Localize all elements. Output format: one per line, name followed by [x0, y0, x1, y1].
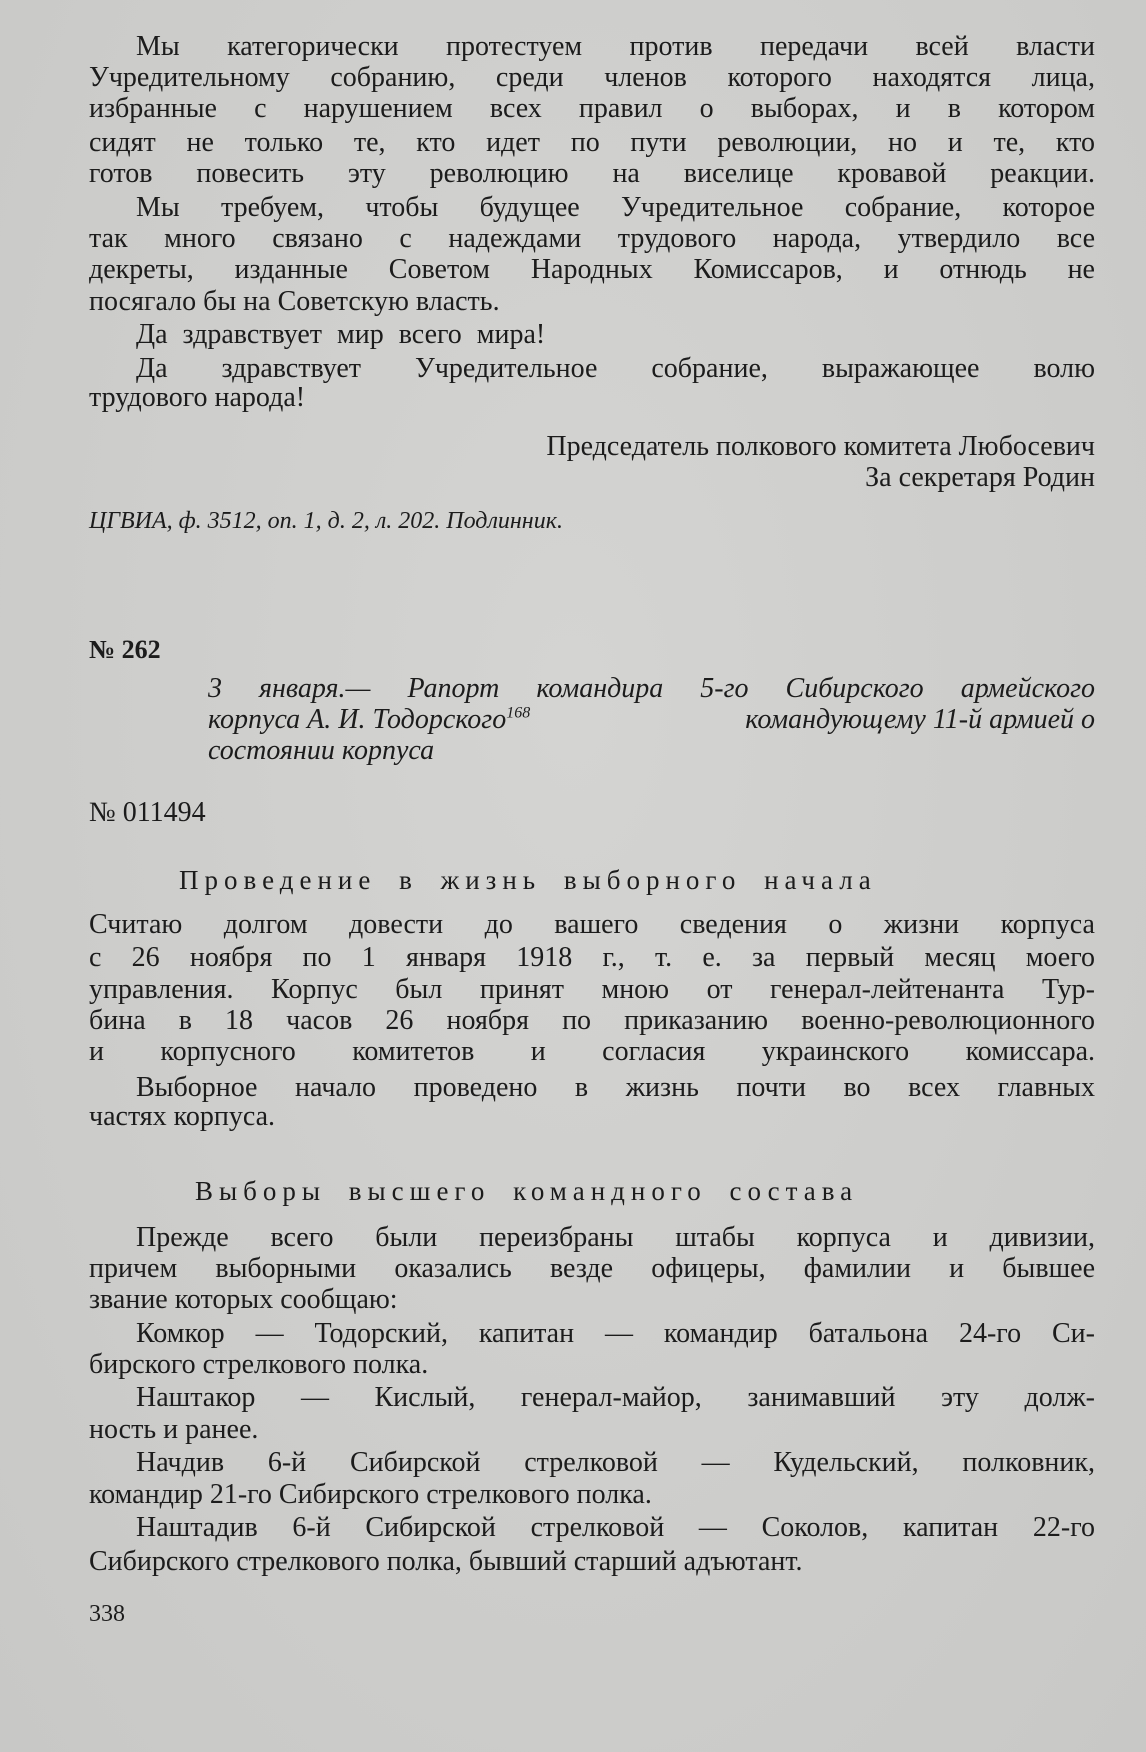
- title-fragment: командующему 11-й армией о: [745, 704, 1095, 735]
- text-line: Учредительному собранию, среди членов которого находятся лица,: [89, 62, 1095, 93]
- text-line: Сибирского стрелкового полка, бывший старший адъютант.: [89, 1546, 803, 1577]
- text-line: Мы требуем, чтобы будущее Учредительное собрание, которое: [136, 192, 1095, 223]
- text-line: ность и ранее.: [89, 1414, 259, 1445]
- text-line: командир 21-го Сибирского стрелкового полка.: [89, 1479, 652, 1510]
- text-line: избранные с нарушением всех правил о выборах, и в котором: [89, 93, 1095, 124]
- page-number: 338: [89, 1601, 125, 1627]
- text-line: сидят не только те, кто идет по пути революции, но и те, кто: [89, 127, 1095, 158]
- signature-chairman: Председатель полкового комитета Любосевич: [546, 431, 1095, 462]
- document-title-line: 3 января.— Рапорт командира 5-го Сибирского армейского: [208, 673, 1095, 704]
- text-line: звание которых сообщаю:: [89, 1284, 398, 1315]
- reference-number: № 011494: [89, 797, 206, 828]
- document-title-line: [208, 704, 1095, 736]
- text-line: бирского стрелкового полка.: [89, 1349, 429, 1380]
- text-line: Наштадив 6-й Сибирской стрелковой — Соколов, капитан 22-го: [136, 1512, 1095, 1543]
- text-line: Считаю долгом довести до вашего сведения о жизни корпуса: [89, 909, 1095, 940]
- text-line: так много связано с надеждами трудового народа, утвердило все: [89, 223, 1095, 254]
- section-heading: Выборы высшего командного состава: [195, 1176, 859, 1206]
- text-line: Начдив 6-й Сибирской стрелковой — Кудельский, полковник,: [136, 1447, 1095, 1478]
- text-line: частях корпуса.: [89, 1101, 276, 1132]
- text-line: Выборное начало проведено в жизнь почти во всех главных: [136, 1072, 1095, 1103]
- signature-secretary: За секретаря Родин: [865, 462, 1095, 493]
- title-fragment: корпуса А. И. Тодорского: [208, 704, 507, 735]
- text-line: готов повесить эту революцию на виселице кровавой реакции.: [89, 158, 1095, 189]
- text-line: Наштакор — Кислый, генерал-майор, занимавший эту долж-: [136, 1382, 1095, 1413]
- text-line: причем выборными оказались везде офицеры, фамилии и бывшее: [89, 1253, 1095, 1284]
- text-line: Мы категорически протестуем против передачи всей власти: [136, 31, 1095, 62]
- text-line: декреты, изданные Советом Народных Комиссаров, и отнюдь не: [89, 254, 1095, 285]
- archive-source: ЦГВИА, ф. 3512, оп. 1, д. 2, л. 202. Подлинник.: [89, 508, 563, 534]
- text-line: Прежде всего были переизбраны штабы корпуса и дивизии,: [136, 1222, 1095, 1253]
- document-number: № 262: [89, 635, 161, 664]
- section-heading: Проведение в жизнь выборного начала: [179, 865, 877, 895]
- text-line: Комкор — Тодорский, капитан — командир батальона 24-го Си-: [136, 1318, 1095, 1349]
- text-line: бина в 18 часов 26 ноября по приказанию военно-революционного: [89, 1005, 1095, 1036]
- text-line: управления. Корпус был принят мною от генерал-лейтенанта Тур-: [89, 974, 1095, 1005]
- text-line: Да здравствует Учредительное собрание, выражающее волю: [136, 353, 1095, 384]
- footnote-ref: 168: [506, 704, 531, 722]
- text-line: с 26 ноября по 1 января 1918 г., т. е. за первый месяц моего: [89, 942, 1095, 973]
- text-line: Да здравствует мир всего мира!: [136, 319, 546, 350]
- text-line: и корпусного комитетов и согласия украинского комиссара.: [89, 1036, 1095, 1067]
- text-line: трудового народа!: [89, 382, 306, 413]
- document-title-line: состоянии корпуса: [208, 735, 435, 766]
- text-line: посягало бы на Советскую власть.: [89, 286, 500, 317]
